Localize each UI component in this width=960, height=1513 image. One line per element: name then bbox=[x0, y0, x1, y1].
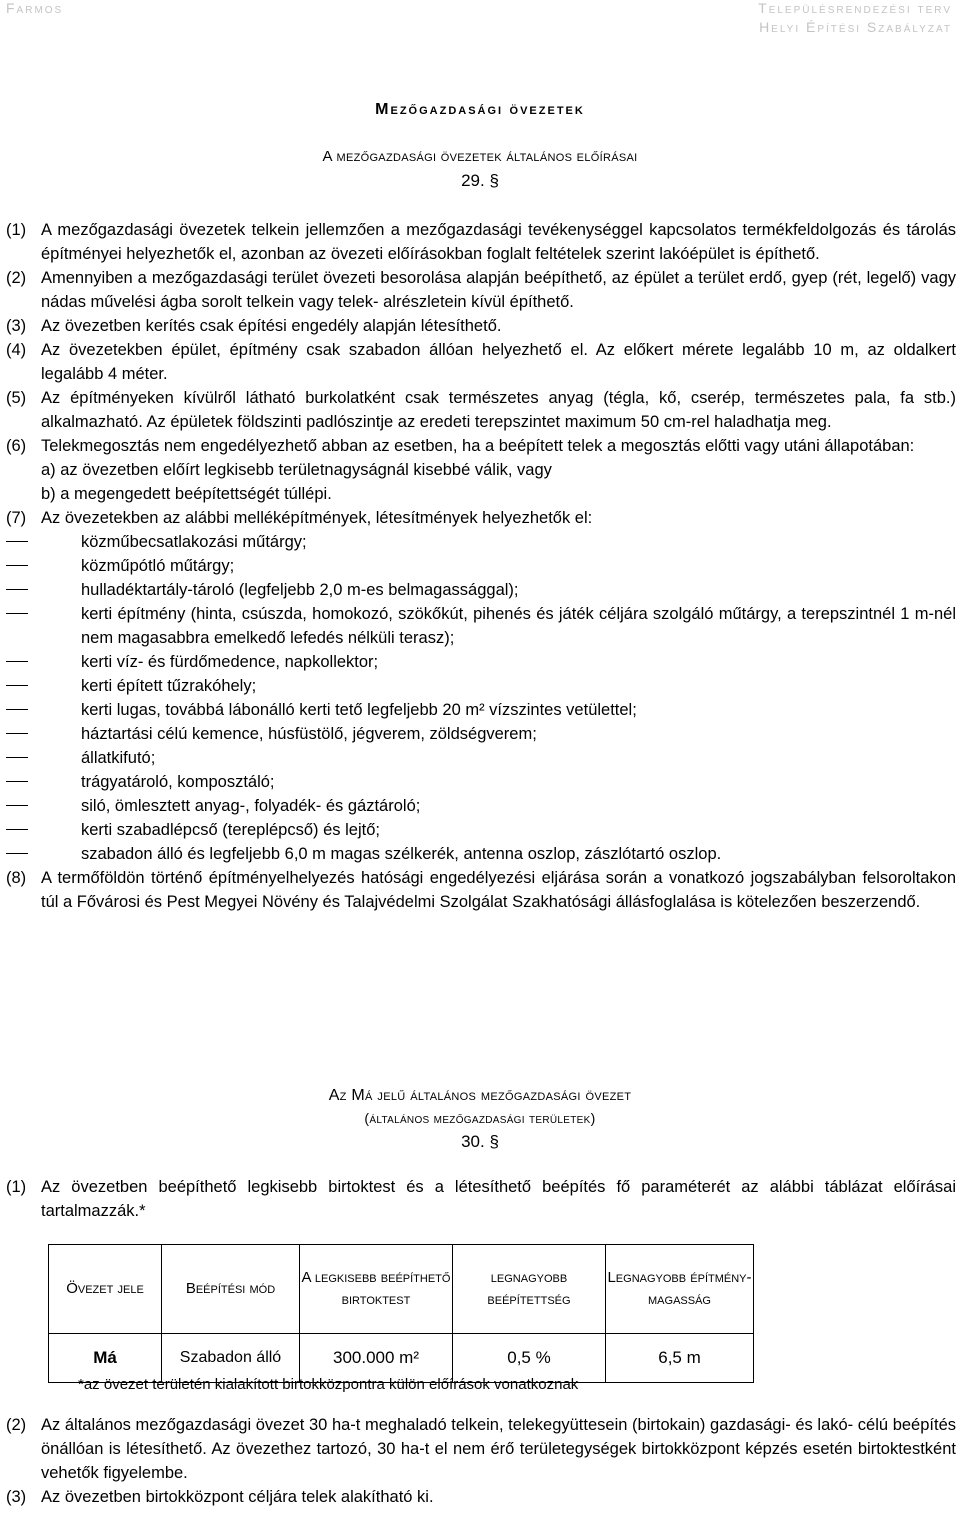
header-building-mode: Beépítési mód bbox=[162, 1245, 300, 1334]
dash-bullet-icon bbox=[6, 661, 28, 662]
header-max-height: Legnagyobb építmény-magasság bbox=[606, 1245, 754, 1334]
section-number-30: 30. § bbox=[461, 1132, 499, 1151]
list-item-text: kerti épített tűzrakóhely; bbox=[81, 677, 257, 695]
paragraph-number: (2) bbox=[6, 1416, 27, 1434]
list-item-text: kerti víz- és fürdőmedence, napkollektor; bbox=[81, 653, 379, 671]
paragraph-number: (6) bbox=[6, 437, 27, 455]
header-max-coverage: legnagyobb beépítettség bbox=[453, 1245, 606, 1334]
list-item bbox=[6, 842, 956, 866]
paragraph-number: (3) bbox=[6, 317, 27, 335]
header-municipality: Farmos bbox=[6, 0, 64, 16]
zone-parameters-table bbox=[48, 1244, 754, 1383]
list-item-text: közműbecsatlakozási műtárgy; bbox=[81, 533, 307, 551]
paragraph-text: Telekmegosztás nem engedélyezhető abban az esetben, ha a beépített telek a megosztás előtti vagy utáni állapotában: bbox=[41, 437, 915, 455]
paragraph-30-2 bbox=[6, 1413, 956, 1485]
paragraph-text: Az övezetben beépíthető legkisebb birtoktest és a létesíthető beépítés fő paraméterét az alábbi táblázat előírásai tartalmazzák.* bbox=[41, 1178, 956, 1220]
paragraph-29-5 bbox=[6, 386, 956, 434]
dash-bullet-icon bbox=[6, 709, 28, 710]
dash-bullet-icon bbox=[6, 541, 28, 542]
header-min-estate: A legkisebb beépíthető birtoktest bbox=[300, 1245, 453, 1334]
paragraph-29-6 bbox=[6, 434, 956, 506]
cell-zone-code: Má bbox=[49, 1334, 162, 1383]
paragraph-text: Az övezetben birtokközpont céljára telek alakítható ki. bbox=[41, 1488, 434, 1506]
dash-bullet-icon bbox=[6, 733, 28, 734]
list-item-text: kerti lugas, továbbá lábonálló kerti tető legfeljebb 20 m² vízszintes vetülettel; bbox=[81, 701, 637, 719]
paragraph-number: (2) bbox=[6, 269, 27, 287]
paragraph-text: Az övezetben kerítés csak építési engedély alapján létesíthető. bbox=[41, 317, 502, 335]
cell-max-height: 6,5 m bbox=[606, 1334, 754, 1383]
paragraph-text: Az általános mezőgazdasági övezet 30 ha-t meghaladó telkein, telekegyüttesein (birtokain) gazdasági- és lakó- célú beépítés önállóan is létesíthető. Az övezethez tartozó, 30 ha-t el nem érő területegységek birtokközpont képzés esetén birtoktestként vehetők figyelembe. bbox=[41, 1416, 956, 1482]
header-regulation-title: Helyi Építési Szabályzat bbox=[759, 19, 952, 35]
list-item bbox=[6, 698, 956, 722]
cell-building-mode: Szabadon álló bbox=[162, 1334, 300, 1383]
dash-bullet-icon bbox=[6, 853, 28, 854]
list-item-text: közműpótló műtárgy; bbox=[81, 557, 235, 575]
list-item bbox=[6, 818, 956, 842]
paragraph-29-4 bbox=[6, 338, 956, 386]
paragraph-number: (1) bbox=[6, 221, 27, 239]
paragraph-number: (3) bbox=[6, 1488, 27, 1506]
paragraph-number: (1) bbox=[6, 1178, 27, 1196]
paragraph-29-3 bbox=[6, 314, 956, 338]
header-plan-title: Településrendezési terv bbox=[758, 0, 952, 16]
paragraph-number: (5) bbox=[6, 389, 27, 407]
list-item-text: hulladéktartály-tároló (legfeljebb 2,0 m-es belmagassággal); bbox=[81, 581, 519, 599]
section-30-rest bbox=[6, 1413, 956, 1509]
section-title: Mezőgazdasági övezetek bbox=[375, 101, 585, 118]
cell-max-coverage: 0,5 % bbox=[453, 1334, 606, 1383]
dash-bullet-icon bbox=[6, 829, 28, 830]
table-footnote: *az övezet területén kialakított birtokközpontra külön előírások vonatkoznak bbox=[78, 1376, 579, 1393]
paragraph-29-8 bbox=[6, 866, 956, 914]
paragraph-30-1 bbox=[6, 1175, 956, 1223]
list-item-text: szabadon álló és legfeljebb 6,0 m magas szélkerék, antenna oszlop, zászlótartó oszlop. bbox=[81, 845, 722, 863]
table-header-row bbox=[49, 1245, 754, 1334]
dash-bullet-icon bbox=[6, 805, 28, 806]
section-30-intro bbox=[6, 1175, 956, 1223]
list-item bbox=[6, 770, 956, 794]
cell-min-estate: 300.000 m² bbox=[300, 1334, 453, 1383]
list-item-text: siló, ömlesztett anyag-, folyadék- és gáztároló; bbox=[81, 797, 421, 815]
dash-bullet-icon bbox=[6, 589, 28, 590]
paragraph-text: A termőföldön történő építményelhelyezés hatósági engedélyezési eljárása során a vonatkozó jogszabályban felsoroltakon túl a Fővárosi és Pest Megyei Növény és Talajvédelmi Szolgálat Szakhatósági állásfoglalása is kötelezően beszerzendő. bbox=[41, 869, 956, 911]
list-item bbox=[6, 530, 956, 554]
section-number: 29. § bbox=[461, 171, 499, 190]
paragraph-number: (8) bbox=[6, 869, 27, 887]
zone-subtitle: (általános mezőgazdasági területek) bbox=[364, 1110, 596, 1126]
dash-bullet-icon bbox=[6, 685, 28, 686]
condition-b: b) a megengedett beépítettségét túllépi. bbox=[41, 485, 332, 503]
paragraph-30-3 bbox=[6, 1485, 956, 1509]
page-header bbox=[0, 0, 960, 38]
paragraph-29-1 bbox=[6, 218, 956, 266]
list-item-text: kerti szabadlépcső (tereplépcső) és lejtő; bbox=[81, 821, 380, 839]
dash-bullet-icon bbox=[6, 565, 28, 566]
paragraph-text: Amennyiben a mezőgazdasági terület övezeti besorolása alapján beépíthető, az épület a terület erdő, gyep (rét, legelő) vagy nádas művelési ágba sorolt telkein vagy telek- alrészletein kívül építhető. bbox=[41, 269, 956, 311]
list-item-text: állatkifutó; bbox=[81, 749, 156, 767]
list-item bbox=[6, 554, 956, 578]
list-item-text: kerti építmény (hinta, csúszda, homokozó, szökőkút, pihenés és játék céljára szolgáló műtárgy, a terepszintnél 1 m-nél nem magasabbra emelkedő lefedés nélküli terasz); bbox=[81, 605, 956, 647]
list-item bbox=[6, 650, 956, 674]
section-29-body bbox=[6, 218, 956, 914]
ancillary-structures-list bbox=[6, 530, 956, 866]
list-item bbox=[6, 578, 956, 602]
list-item-text: háztartási célú kemence, húsfüstölő, jégverem, zöldségverem; bbox=[81, 725, 537, 743]
dash-bullet-icon bbox=[6, 757, 28, 758]
zone-title: Az Má jelű általános mezőgazdasági övezet bbox=[328, 1087, 632, 1104]
header-zone-code: Övezet jele bbox=[49, 1245, 162, 1334]
paragraph-29-2 bbox=[6, 266, 956, 314]
paragraph-text: Az övezetekben épület, építmény csak szabadon állóan helyezhető el. Az előkert mérete legalább 10 m, az oldalkert legalább 4 méter. bbox=[41, 341, 956, 383]
list-item bbox=[6, 722, 956, 746]
list-item bbox=[6, 602, 956, 650]
dash-bullet-icon bbox=[6, 613, 28, 614]
paragraph-number: (4) bbox=[6, 341, 27, 359]
section-subtitle: A mezőgazdasági övezetek általános előírásai bbox=[322, 148, 638, 165]
list-item bbox=[6, 674, 956, 698]
paragraph-29-7 bbox=[6, 506, 956, 530]
list-item-text: trágyatároló, komposztáló; bbox=[81, 773, 275, 791]
paragraph-number: (7) bbox=[6, 509, 27, 527]
condition-a: a) az övezetben előírt legkisebb területnagyságnál kisebbé válik, vagy bbox=[41, 461, 552, 479]
list-item bbox=[6, 794, 956, 818]
paragraph-text: Az építményeken kívülről látható burkolatként csak természetes anyag (tégla, kő, cserép, természetes pala, fa stb.) alkalmazható. Az épületek földszinti padlószintje az eredeti terepszintet maximum 50 cm-rel haladhatja meg. bbox=[41, 389, 956, 431]
dash-bullet-icon bbox=[6, 781, 28, 782]
paragraph-text: Az övezetekben az alábbi melléképítmények, létesítmények helyezhetők el: bbox=[41, 509, 593, 527]
paragraph-text: A mezőgazdasági övezetek telkein jellemzően a mezőgazdasági tevékenységgel kapcsolatos termékfeldolgozás és tárolás építményei helyezhetők el, azonban az övezeti előírásokban foglalt feltételek szerint lakóépület is építhető. bbox=[41, 221, 956, 263]
list-item bbox=[6, 746, 956, 770]
